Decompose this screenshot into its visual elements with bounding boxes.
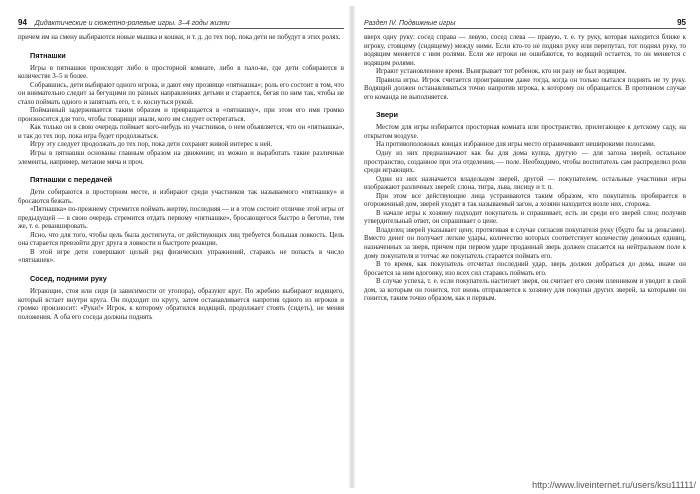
paragraph: Игру эту следует продолжать до тех пор, пока дети сохранят живой интерес к ней. <box>30 141 273 149</box>
paragraph: В то время, как покупатель отсчитал последний удар, зверь должен добраться до дома, иначе он бросается за ним вдогонку, изо всех сил стараясь поймать его. <box>364 261 686 277</box>
paragraph: Собравшись, дети выбирают одного игрока, и дают ему прозвище «пятнашка»; роль его состоит в том, что он внимательно следит за бегущими по разных направлениях детьми и старается, бегая по ним так, чтобы не стало поймать одного и запятнать его, т. е. коснуться рукой. <box>18 81 344 106</box>
paragraph: Ясно, что для того, чтобы цель была достигнута, от действующих лиц требуется большая ловкость. Цель она старается превзойти друг друга в ловкости и быстроте реакции. <box>18 231 344 248</box>
paragraph: Как только он в свою очередь поймает кого-нибудь из участников, о нем объявляется, что он «пятнашка», и так до тех пор, пока игра будет продолжаться. <box>18 124 344 140</box>
book-gutter <box>348 6 356 488</box>
section-heading: Пятнашки <box>30 50 66 60</box>
paragraph: На противоположных концах избранное для игры место ограничивают неширокими полосами. <box>376 141 656 149</box>
paragraph: В случае успеха, т. е. если покупатель настигнет зверя, он считает его своим пленником и уводит в свой дом, за которым он гонится, тот вновь отправляется к хозяину для покупки других зверей, за которыми он гонится, таким точно образом, как и первым. <box>364 278 686 303</box>
section-heading: Пятнашки с передачей <box>30 175 113 185</box>
section-heading: Сосед, подними руку <box>30 274 107 284</box>
paragraph: Пойманный задерживается таким образом и превращается в «пятнашку», при этом его имя громко произносится для того, чтобы товарищи знали, кого им следует остерегаться. <box>18 107 344 123</box>
paragraph: Местом для игры избирается просторная комната или пространство, прилегающее к детскому саду, на открытом воздухе. <box>364 124 686 140</box>
paragraph: Одну из них предназначают как бы для дома купца, другую — для загона зверей, остальное пространство, созданное при эта отделения, — поле. Необходимо, чтобы воспитатель сам распределил роли среди играющих. <box>364 150 686 175</box>
left-page <box>18 16 344 486</box>
page-number: 94 <box>18 18 27 27</box>
watermark-url: http://www.liveinternet.ru/users/ksu11111/ <box>532 480 696 490</box>
paragraph: В этой игре дети совершают целый ряд физических упражнений, стараясь не попасть в число «пятнашек». <box>18 248 344 265</box>
running-head: Раздел IV. Подвижные игры <box>364 20 456 27</box>
paragraph: Один из них назначается владельцем зверей, другой — покупателем, остальные участники игры изображают различных зверей: слона, тигра, льва, лисицу и т. п. <box>364 175 686 192</box>
paragraph: Игры в пятнашки основаны главным образом на движении; из можно и выработать такие различные элементы, например, метание мяча и проч. <box>18 150 344 166</box>
right-page-header <box>364 16 686 29</box>
page-number: 95 <box>677 18 686 27</box>
paragraph: Играющие, стоя или сидя (в зависимости от угопора), образуют круг. По жребию выбирают водящего, который встает внутри круга. Он подходит по кругу, затем останавливается напротив одного из игроков и громко произносит: «Руки!» Игрок, к которому обратился водящий, продолжает стоять (сидеть), не меняя положения. А оба его соседа должны поднять <box>18 288 344 321</box>
running-head: Дидактические и сюжетно-ролевые игры. 3–4 годы жизни <box>34 20 230 27</box>
right-page <box>364 16 686 486</box>
paragraph: Правила игры. Игрок считается проигравшим даже тогда, когда он только пытался поднять не ту руку. Водящий должен останавливаться точно напротив игрока, к которому он обращается. В противном случае его команда не выполняется. <box>364 76 686 101</box>
paragraph: Дети собираются в просторном месте, и избирают среди участников так называемого «пятнашку» и бросаются бежать. <box>18 189 344 205</box>
left-page-body <box>18 34 344 322</box>
section-heading: Звери <box>376 110 398 120</box>
paragraph: В начале игры к хозяину подходит покупатель и спрашивает, есть ли среди его зверей слон; получив утвердительный ответ, он спрашивает о цене. <box>364 209 686 226</box>
paragraph: «Пятнашка» по-прежнему стремится поймать жертву, последняя — и в этом состоит отличие этой игры от предыдущей — в свою очередь стремится отдать первому «пятнашке», бросающегося быстро в беготне, тем же, т. е. реваншировать. <box>18 206 344 231</box>
paragraph: Игры в пятнашки происходят либо в просторной комнате, либо в пало-ке, где дети собираются в количестве 3–5 и более. <box>18 64 344 81</box>
paragraph: Играют установленное время. Выигрывает тот ребенок, кто ни разу не был водящим. <box>376 68 627 76</box>
paragraph: Владелец зверей указывает цену, протягивая в случае согласия покупателя руку (будто бы за деньгами). Вместо денег он получает легкие удары, количество которых соответствует количеству денежных единиц, назначенных за зверя, причем при первом ударе проданный зверь должен спасается на нейтральном поле к дому покупателя и тотчас же покупатель старается поймать его. <box>364 226 686 260</box>
right-page-body <box>364 34 686 304</box>
paragraph: причем им на смену выбираются новые мышка и кошки, и т. д. до тех пор, пока дети не побудут в этих ролях. <box>18 34 341 41</box>
left-page-header <box>18 16 344 29</box>
paragraph: При этом все действующие лица устраиваются таким образом, что покупатель пробирается в огороженный дом, зверей уходят в так называемый загон, а хозяин находится возле них, сторожа. <box>364 192 686 209</box>
paragraph: вверх одну руку: сосед справа — левую, сосед слева — правую, т. е. ту руку, которая находится ближе к игроку, стоящему (сидящему) между ними. Если кто-то не поднял руку или перепутал, тот поднял руку, то водящим меняется с ним ролями. Если же игроки не ошибаются, то водящий остается, то он меняется с водящим ролями. <box>364 34 686 67</box>
